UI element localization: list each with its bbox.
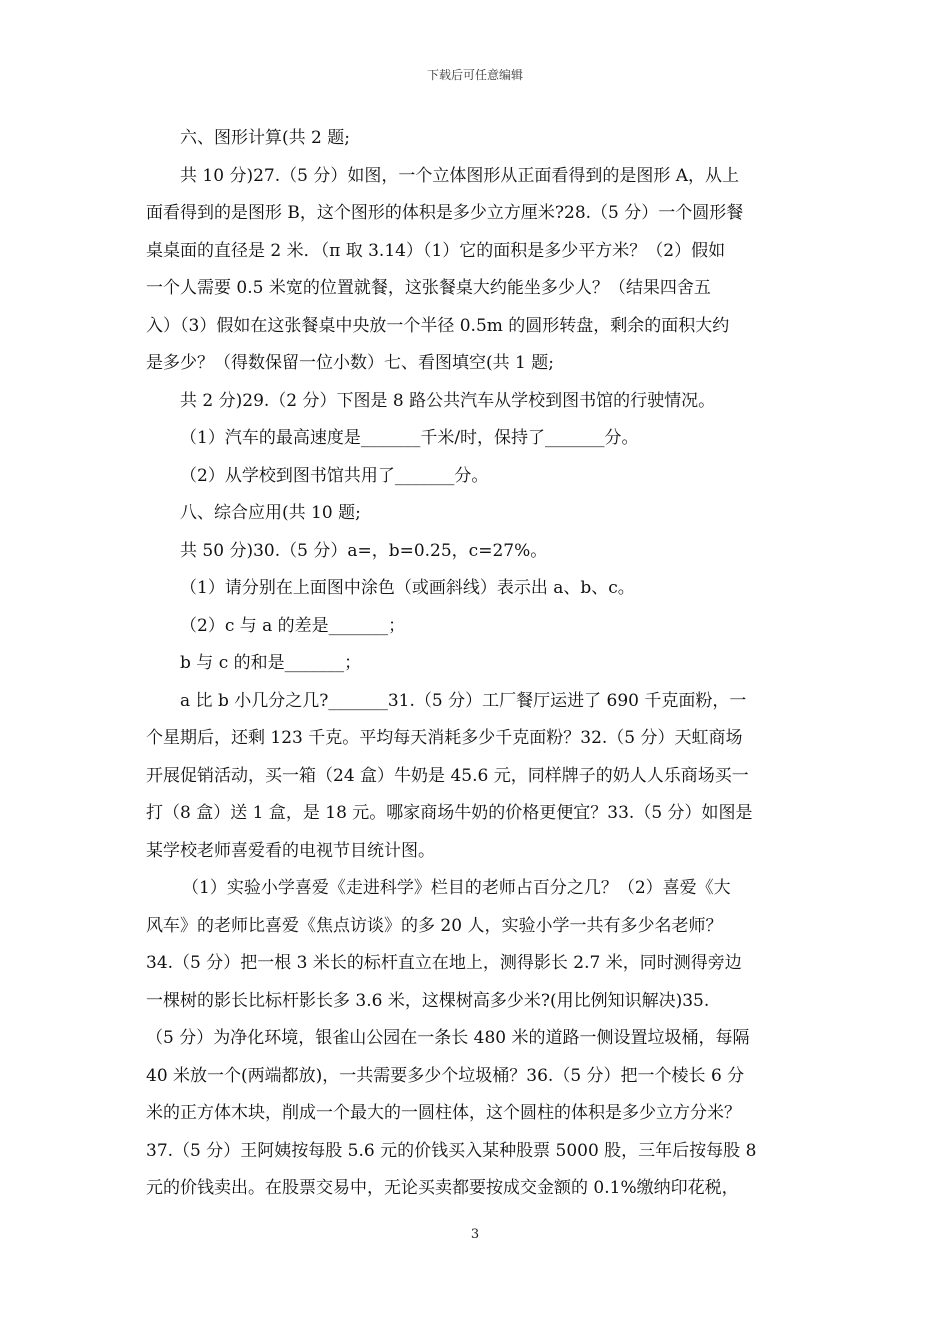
page-header: 下载后可任意编辑 bbox=[426, 68, 523, 82]
text-line: 开展促销活动，买一箱（24 盒）牛奶是 45.6 元，同样牌子的奶人人乐商场买一 bbox=[146, 765, 749, 786]
text-line: （2）从学校到图书馆共用了_______分。 bbox=[180, 465, 489, 486]
text-line: 入）（3）假如在这张餐桌中央放一个半径 0.5m 的圆形转盘，剩余的面积大约 bbox=[146, 315, 730, 336]
text-line: 元的价钱卖出。在股票交易中，无论买卖都要按成交金额的 0.1%缴纳印花税， bbox=[146, 1178, 739, 1198]
text-line: 共 50 分)30.（5 分）a=，b=0.25，c=27%。 bbox=[180, 540, 548, 561]
text-line: 风车》的老师比喜爱《焦点访谈》的多 20 人，实验小学一共有多少名老师？ bbox=[146, 915, 723, 936]
text-line: 一个人需要 0.5 米宽的位置就餐，这张餐桌大约能坐多少人？（结果四舍五 bbox=[146, 278, 711, 298]
text-line: （5 分）为净化环境，银雀山公园在一条长 480 米的道路一侧设置垃圾桶，每隔 bbox=[146, 1028, 750, 1048]
text-line: 是多少？（得数保留一位小数）七、看图填空(共 1 题; bbox=[146, 353, 554, 373]
text-line: 共 2 分)29.（2 分）下图是 8 路公共汽车从学校到图书馆的行驶情况。 bbox=[180, 390, 716, 411]
text-line: 八、综合应用(共 10 题; bbox=[180, 503, 361, 523]
text-line: （1）实验小学喜爱《走进科学》栏目的老师占百分之几？（2）喜爱《大 bbox=[182, 878, 731, 898]
text-line: 打（8 盒）送 1 盒，是 18 元。哪家商场牛奶的价格更便宜？33.（5 分）如图是 bbox=[146, 803, 753, 823]
document-body bbox=[146, 120, 806, 1208]
text-line: 34.（5 分）把一根 3 米长的标杆直立在地上，测得影长 2.7 米，同时测得旁边 bbox=[146, 953, 742, 973]
text-line: 37.（5 分）王阿姨按每股 5.6 元的价钱买入某种股票 5000 股，三年后按每股 8 bbox=[146, 1140, 757, 1161]
page-number: 3 bbox=[470, 1227, 480, 1242]
text-line: b 与 c 的和是_______； bbox=[180, 653, 362, 673]
text-line: 六、图形计算(共 2 题; bbox=[180, 128, 350, 148]
text-line: （2）c 与 a 的差是_______； bbox=[180, 615, 406, 636]
text-line: 面看得到的是图形 B，这个图形的体积是多少立方厘米?28.（5 分）一个圆形餐 bbox=[146, 203, 744, 223]
text-line: a 比 b 小几分之几?_______31.（5 分）工厂餐厅运进了 690 千克面粉，一 bbox=[180, 690, 747, 711]
text-line: （1）请分别在上面图中涂色（或画斜线）表示出 a、b、c。 bbox=[180, 578, 635, 598]
text-line: 桌桌面的直径是 2 米．（π 取 3.14）（1）它的面积是多少平方米？（2）假如 bbox=[146, 240, 726, 261]
text-line: （1）汽车的最高速度是_______千米/时，保持了_______分。 bbox=[180, 428, 639, 448]
text-line: 一棵树的影长比标杆影长多 3.6 米，这棵树高多少米?(用比例知识解决)35. bbox=[146, 990, 710, 1011]
text-line: 米的正方体木块，削成一个最大的一圆柱体，这个圆柱的体积是多少立方分米？ bbox=[146, 1103, 741, 1123]
text-line: 共 10 分)27.（5 分）如图，一个立体图形从正面看得到的是图形 A，从上 bbox=[180, 165, 740, 186]
text-line: 个星期后，还剩 123 千克。平均每天消耗多少千克面粉？32.（5 分）天虹商场 bbox=[146, 728, 743, 748]
text-line: 40 米放一个(两端都放)，一共需要多少个垃圾桶？36.（5 分）把一个棱长 6 分 bbox=[146, 1065, 745, 1086]
text-line: 某学校老师喜爱看的电视节目统计图。 bbox=[146, 840, 435, 861]
